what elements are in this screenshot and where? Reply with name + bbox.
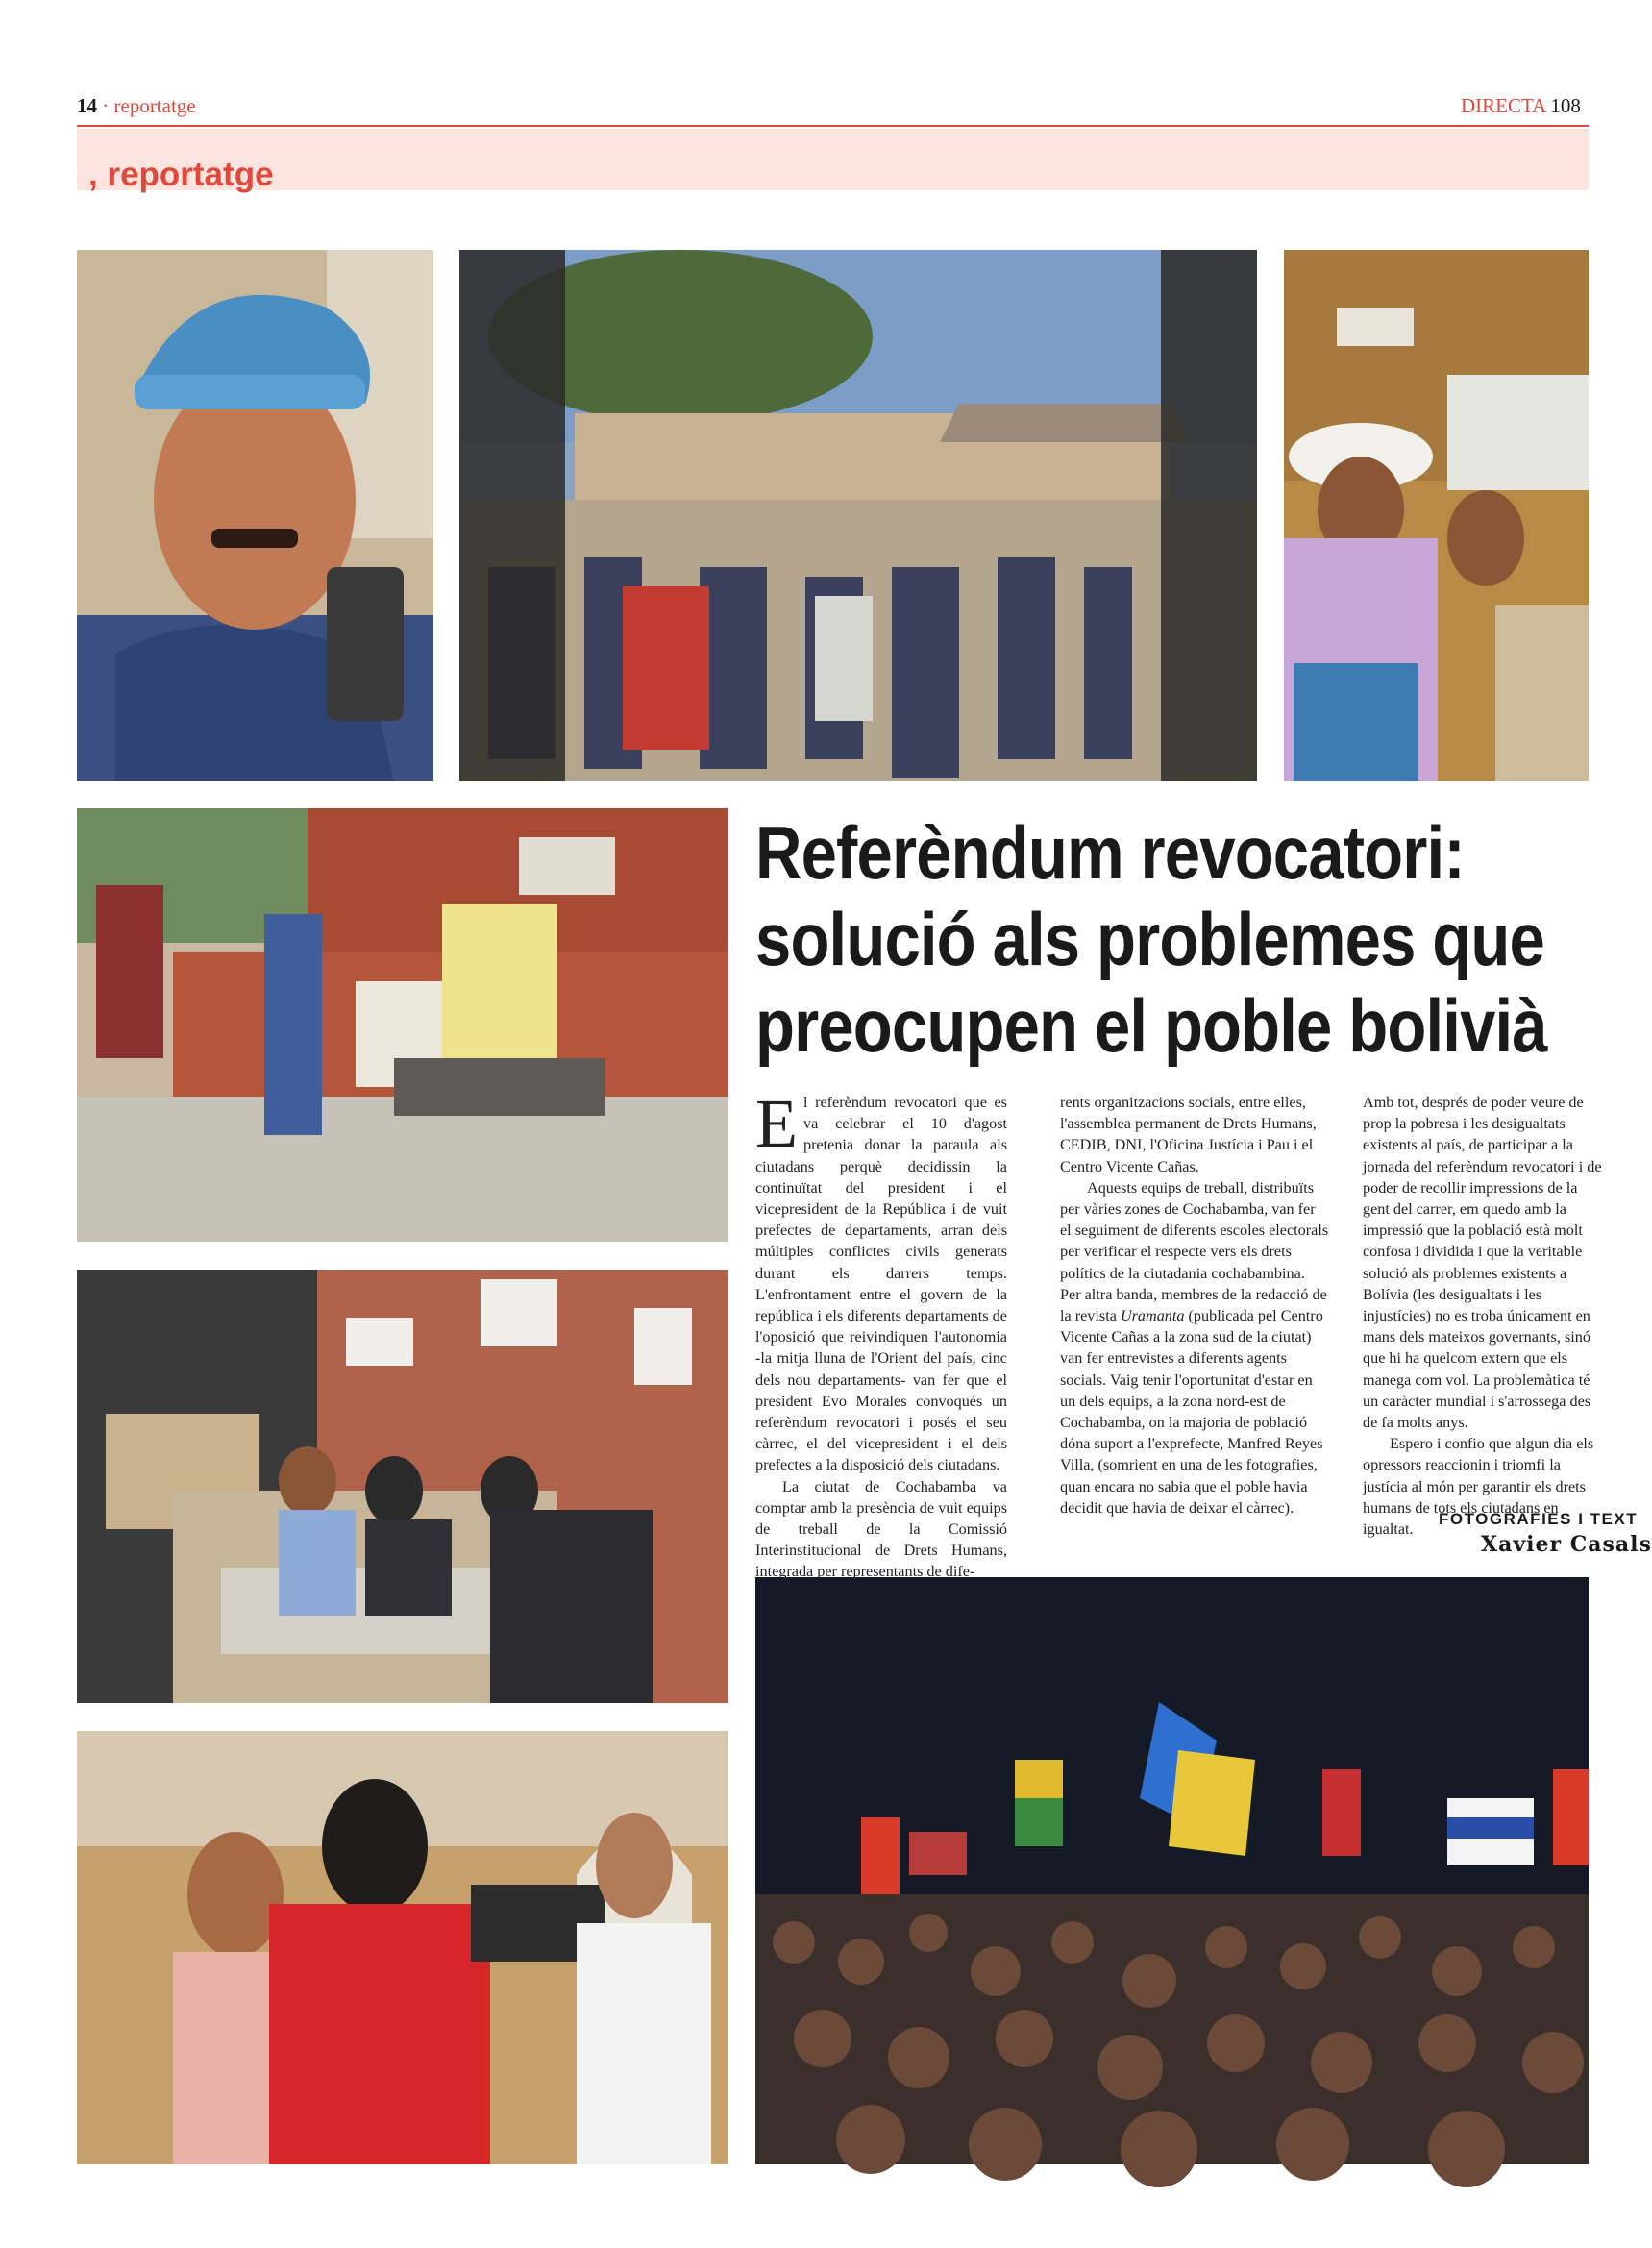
col2-paragraph-2 [1060, 1177, 1329, 1519]
publication-name: DIRECTA [1461, 94, 1546, 117]
col2-paragraph-2-a: Aquests equips de treball, distribuïts per vàries zones de Cochabamba, van fer el seguiment de diferents escoles electorals per verificar el respecte vers els drets polítics de la ciutadania cochabambina. Per altra banda, membres de la redacció de la revista [1060, 1178, 1329, 1325]
credit-label: FOTOGRAFIES I TEXT [1439, 1510, 1639, 1528]
magazine-title: Uramanta [1120, 1307, 1185, 1325]
photo-night-crowd-flags [755, 1577, 1589, 2164]
article-headline [755, 809, 1547, 1069]
col2-paragraph-2-b: (publicada pel Centro Vicente Cañas a la zona sud de la ciutat) van fer entrevistes a diferents agents socials. Vaig tenir l'oportunitat d'estar en un dels equips, a la zona nord-est de Cochabamba, on la majoria de població dóna suport a l'exprefecte, Manfred Reyes Villa, (somrient en una de les fotografies, quan encara no sabia que el poble havia decidit que havia de deixar el càrrec). [1060, 1307, 1323, 1517]
photo-man-interview [77, 250, 433, 781]
issue-number: 108 [1545, 94, 1581, 117]
col3-paragraph-2: Espero i confio que algun dia els opressors reaccionin i triomfi la justícia al món per garantir els drets humans de tots els ciutadans en igualtat. [1363, 1435, 1594, 1539]
article-column-3 [1363, 1092, 1603, 1540]
photo-polling-queue [459, 250, 1257, 781]
article-column-2 [1060, 1092, 1329, 1519]
folio-left [77, 94, 196, 118]
col1-paragraph-2: La ciutat de Cochabamba va comptar amb la presència de vuit equips de treball de la Comissió Interinstitucional de Drets Humans, integrada per representants de dife- [755, 1477, 1007, 1581]
photo-polling-table [77, 1270, 728, 1703]
headline-line-3: preocupen el poble bolivià [755, 983, 1547, 1068]
photo-newspaper-readers [77, 808, 728, 1242]
headline-line-2: solució als problemes que [755, 897, 1544, 981]
section-band-label: , reportatge [88, 156, 274, 193]
folio-section: reportatge [113, 94, 196, 117]
col2-paragraph-1: rents organitzacions socials, entre elles, l'assemblea permanent de Drets Humans, CEDIB, DNI, l'Oficina Justícia i Pau i el Centro Vicente Cañas. [1060, 1094, 1317, 1175]
folio-separator: · [97, 94, 114, 117]
headline-line-1: Referèndum revocatori: [755, 810, 1465, 895]
credit-name: Xavier Casals [1481, 1532, 1652, 1557]
drop-cap: E [755, 1085, 798, 1162]
page-number: 14 [77, 94, 97, 117]
col3-paragraph-1: Amb tot, després de poder veure de prop la pobresa i les desigualtats existents al país, de participar a la jornada del referèndum revocatori i de poder de recollir impressions de la gent del carrer, em quedo amb la impressió que la població està molt confosa i dividida i que la veritable solució als problemes existents a Bolívia (les desigualtats i les injustícies) no es troba únicament en mans dels mateixos governants, sinó que hi ha quelcom extern que els manega com vol. La problemàtica té un caràcter mundial i s'arrossega des de fa molts anys. [1363, 1094, 1602, 1432]
section-band [77, 129, 1589, 190]
article-column-1 [755, 1085, 1007, 1583]
photo-politician-greeting [77, 1731, 728, 2164]
photo-woman-voting [1284, 250, 1589, 781]
col1-paragraph-1: l referèndum revocatori que es va celebrar el 10 d'agost pretenia donar la paraula als ciutadans perquè decidissin la continuïtat del president i el vicepresident de la República i de vuit prefectes de departaments, arran dels múltiples conflictes civils generats durant els darrers temps. L'enfrontament entre el govern de la república i els diferents departaments de l'oposició que reivindiquen l'autonomia -la mitja lluna de l'Orient del país, cinc dels nou departaments- van fer que el president Evo Morales convoqués un referèndum revocatori i posés el seu càrrec, el del vicepresident i el dels prefectes a la disposició dels ciutadans. [755, 1094, 1007, 1474]
folio-right [1461, 94, 1581, 118]
header-rule [77, 125, 1589, 127]
